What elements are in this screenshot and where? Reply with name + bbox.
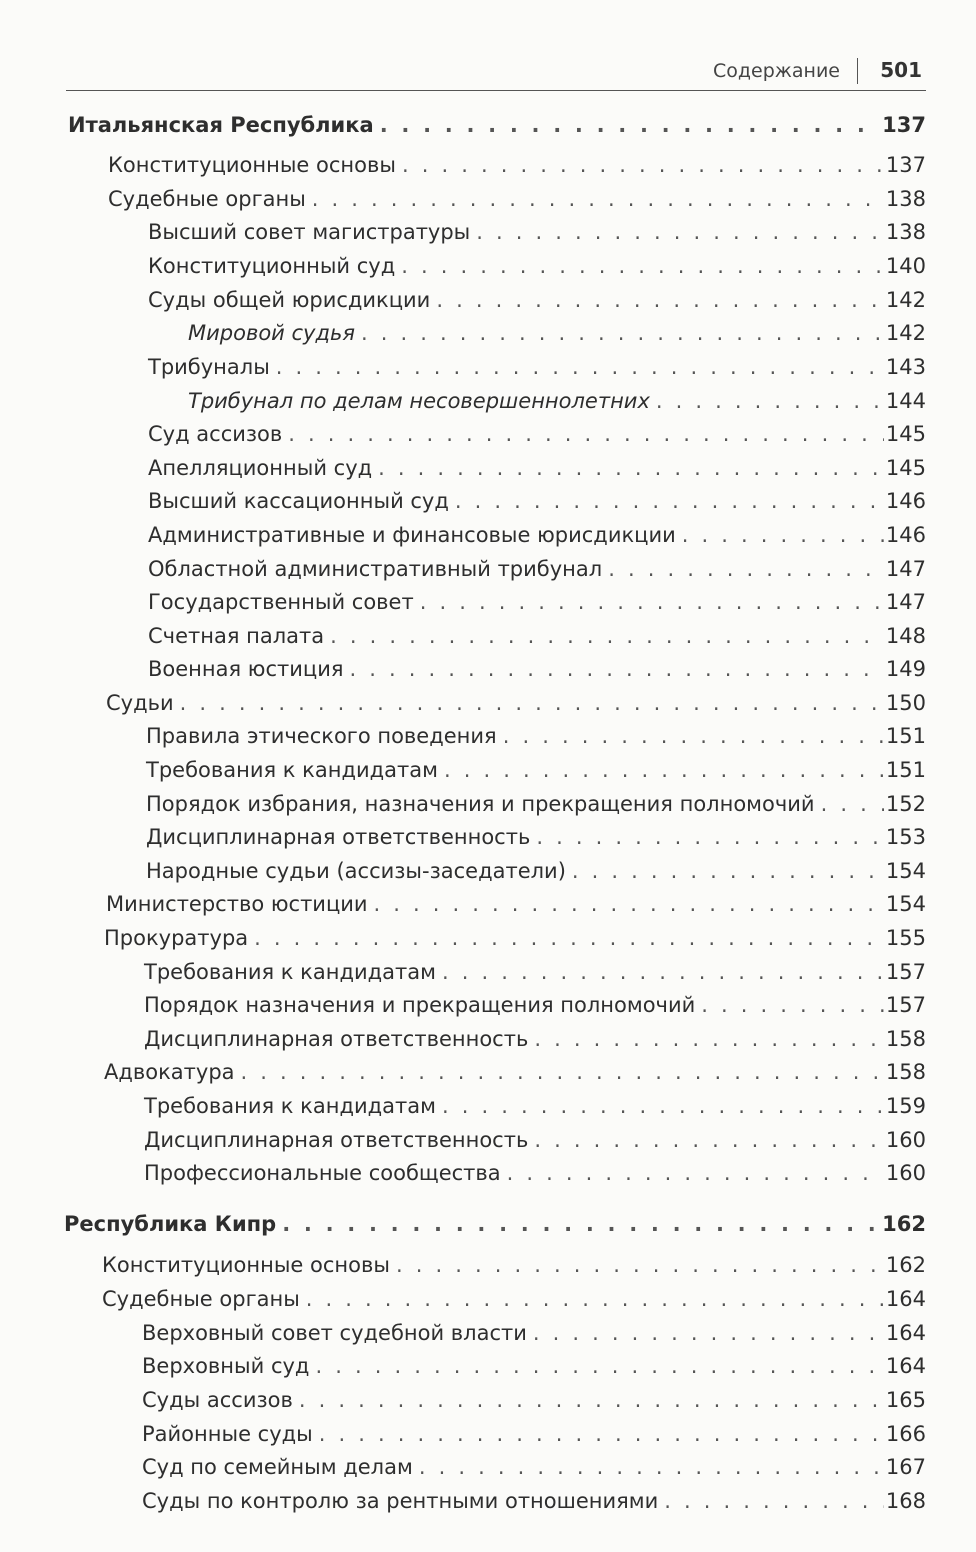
toc-entry-title: Итальянская Республика xyxy=(68,113,374,137)
toc-entry-page: 164 xyxy=(885,1354,926,1378)
leader-dots xyxy=(608,554,884,584)
toc-entry-title: Судьи xyxy=(106,691,174,715)
leader-dots xyxy=(420,587,884,617)
leader-dots xyxy=(402,150,884,180)
toc-entry-title: Республика Кипр xyxy=(64,1212,277,1236)
leader-dots xyxy=(282,1209,880,1239)
leader-dots xyxy=(664,1486,884,1516)
toc-entry xyxy=(102,1250,926,1280)
toc-entry xyxy=(144,1158,926,1188)
toc-entry xyxy=(188,318,926,348)
toc-entry-page: 155 xyxy=(885,926,926,950)
toc-entry xyxy=(108,184,926,214)
toc-entry-title: Трибунал по делам несовершеннолетних xyxy=(188,389,650,413)
toc-entry-title: Суд по семейным делам xyxy=(142,1455,413,1479)
toc-entry-title: Прокуратура xyxy=(104,926,249,950)
toc-entry-page: 147 xyxy=(885,557,926,581)
toc-entry-page: 147 xyxy=(885,590,926,614)
leader-dots xyxy=(396,1250,884,1280)
leader-dots xyxy=(444,755,884,785)
toc-entry xyxy=(142,1351,926,1381)
toc-entry-page: 164 xyxy=(885,1287,926,1311)
toc-entry xyxy=(142,1419,926,1449)
toc-entry xyxy=(146,755,926,785)
leader-dots xyxy=(299,1385,884,1415)
running-header xyxy=(66,56,926,91)
toc-entry-page: 157 xyxy=(885,960,926,984)
toc-entry-page: 160 xyxy=(885,1161,926,1185)
toc-entry-page: 143 xyxy=(885,355,926,379)
toc-entry-page: 158 xyxy=(885,1060,926,1084)
toc-entry-page: 145 xyxy=(885,422,926,446)
toc-entry-page: 154 xyxy=(885,859,926,883)
toc-entry-page: 168 xyxy=(885,1489,926,1513)
toc-entry-title: Суды ассизов xyxy=(142,1388,293,1412)
toc-entry-title: Требования к кандидатам xyxy=(146,758,438,782)
toc-entry xyxy=(146,822,926,852)
leader-dots xyxy=(701,990,884,1020)
leader-dots xyxy=(401,251,884,281)
toc-entry xyxy=(148,217,926,247)
toc-entry-page: 149 xyxy=(885,657,926,681)
toc-entry xyxy=(148,554,926,584)
toc-entry-page: 137 xyxy=(882,113,926,137)
leader-dots xyxy=(180,688,884,718)
toc-entry-title: Требования к кандидатам xyxy=(144,960,436,984)
toc-entry-page: 138 xyxy=(885,220,926,244)
toc-entry-title: Требования к кандидатам xyxy=(144,1094,436,1118)
leader-dots xyxy=(288,419,884,449)
leader-dots xyxy=(319,1419,884,1449)
toc-entry xyxy=(148,251,926,281)
leader-dots xyxy=(378,453,884,483)
toc-entry-title: Военная юстиция xyxy=(148,657,344,681)
leader-dots xyxy=(330,621,884,651)
toc-entry xyxy=(148,419,926,449)
toc-entry xyxy=(148,285,926,315)
toc-entry-page: 166 xyxy=(885,1422,926,1446)
toc-entry-page: 152 xyxy=(885,792,926,816)
toc-entry-page: 158 xyxy=(885,1027,926,1051)
leader-dots xyxy=(306,1284,884,1314)
leader-dots xyxy=(442,957,884,987)
running-header-title: Содержание xyxy=(713,60,840,82)
toc-entry xyxy=(108,150,926,180)
leader-dots xyxy=(241,1057,884,1087)
toc-entry-page: 162 xyxy=(885,1253,926,1277)
toc-entry-title: Высший совет магистратуры xyxy=(148,220,471,244)
toc-entry-title: Трибуналы xyxy=(148,355,270,379)
toc-entry-chapter xyxy=(64,1209,926,1239)
toc-entry-page: 146 xyxy=(885,523,926,547)
toc-entry-title: Порядок избрания, назначения и прекращения полномочий xyxy=(146,792,815,816)
leader-dots xyxy=(455,486,884,516)
toc-entry-title: Правила этического поведения xyxy=(146,724,497,748)
leader-dots xyxy=(534,1024,884,1054)
toc-entry xyxy=(148,654,926,684)
toc-entry-page: 138 xyxy=(885,187,926,211)
toc-entry-page: 164 xyxy=(885,1321,926,1345)
toc-entry-page: 142 xyxy=(885,288,926,312)
toc-entry-page: 162 xyxy=(882,1212,926,1236)
toc-entry-title: Судебные органы xyxy=(102,1287,300,1311)
toc-entry-page: 150 xyxy=(885,691,926,715)
toc-entry xyxy=(104,923,926,953)
toc-entry-title: Дисциплинарная ответственность xyxy=(146,825,531,849)
leader-dots xyxy=(682,520,884,550)
toc-entry-title: Областной административный трибунал xyxy=(148,557,603,581)
toc-entry xyxy=(144,1024,926,1054)
toc-entry xyxy=(142,1385,926,1415)
toc-entry-title: Административные и финансовые юрисдикции xyxy=(148,523,676,547)
toc-entry-title: Апелляционный суд xyxy=(148,456,373,480)
toc-entry-title: Дисциплинарная ответственность xyxy=(144,1027,529,1051)
toc-entry-title: Конституционный суд xyxy=(148,254,396,278)
toc-entry-title: Дисциплинарная ответственность xyxy=(144,1128,529,1152)
toc-entry xyxy=(188,386,926,416)
leader-dots xyxy=(254,923,884,953)
toc-entry-title: Суды общей юрисдикции xyxy=(148,288,431,312)
toc-entry-title: Профессиональные сообщества xyxy=(144,1161,501,1185)
toc-entry xyxy=(106,688,926,718)
toc-entry xyxy=(142,1486,926,1516)
toc-entry-title: Адвокатура xyxy=(104,1060,235,1084)
leader-dots xyxy=(350,654,884,684)
toc-entry-page: 160 xyxy=(885,1128,926,1152)
leader-dots xyxy=(656,386,884,416)
toc-entry-title: Судебные органы xyxy=(108,187,306,211)
leader-dots xyxy=(507,1158,884,1188)
leader-dots xyxy=(361,318,884,348)
leader-dots xyxy=(533,1318,884,1348)
toc-entry xyxy=(148,352,926,382)
leader-dots xyxy=(536,822,884,852)
leader-dots xyxy=(572,856,884,886)
toc-entry-title: Министерство юстиции xyxy=(106,892,368,916)
leader-dots xyxy=(821,789,884,819)
toc-entry xyxy=(102,1284,926,1314)
toc-entry xyxy=(148,520,926,550)
toc-entry xyxy=(146,789,926,819)
toc-entry-page: 154 xyxy=(885,892,926,916)
toc-entry xyxy=(104,1057,926,1087)
leader-dots xyxy=(276,352,884,382)
leader-dots xyxy=(419,1452,884,1482)
toc-entry-page: 146 xyxy=(885,489,926,513)
toc-entry xyxy=(148,486,926,516)
toc-entry-title: Мировой судья xyxy=(188,321,355,345)
toc-entry-page: 151 xyxy=(885,724,926,748)
leader-dots xyxy=(315,1351,883,1381)
toc-entry xyxy=(144,1091,926,1121)
leader-dots xyxy=(312,184,884,214)
toc-entry xyxy=(146,856,926,886)
header-divider xyxy=(857,58,859,84)
toc-entry-title: Народные судьи (ассизы-заседатели) xyxy=(146,859,566,883)
toc-entry-title: Счетная палата xyxy=(148,624,325,648)
toc-entry xyxy=(144,1125,926,1155)
toc-entry-page: 137 xyxy=(885,153,926,177)
toc-entry-page: 151 xyxy=(885,758,926,782)
toc-entry-page: 140 xyxy=(885,254,926,278)
leader-dots xyxy=(374,889,884,919)
leader-dots xyxy=(442,1091,884,1121)
toc-entry xyxy=(142,1318,926,1348)
toc-entry xyxy=(142,1452,926,1482)
page-number: 501 xyxy=(880,58,922,82)
toc-entry-page: 142 xyxy=(885,321,926,345)
toc-entry-title: Конституционные основы xyxy=(102,1253,390,1277)
leader-dots xyxy=(503,721,884,751)
toc-entry xyxy=(106,889,926,919)
toc-entry-title: Конституционные основы xyxy=(108,153,396,177)
toc-entry-page: 159 xyxy=(885,1094,926,1118)
toc-entry xyxy=(144,957,926,987)
leader-dots xyxy=(534,1125,884,1155)
leader-dots xyxy=(436,285,884,315)
toc-entry-title: Верховный суд xyxy=(142,1354,310,1378)
toc-entry-page: 167 xyxy=(885,1455,926,1479)
toc-entry-title: Суды по контролю за рентными отношениями xyxy=(142,1489,659,1513)
toc-entry xyxy=(148,587,926,617)
toc-entry-page: 144 xyxy=(885,389,926,413)
toc-entry-chapter xyxy=(68,110,926,140)
toc-entry-title: Районные суды xyxy=(142,1422,313,1446)
leader-dots xyxy=(476,217,884,247)
toc-entry-title: Суд ассизов xyxy=(148,422,283,446)
toc-entry-page: 165 xyxy=(885,1388,926,1412)
toc-entry-title: Высший кассационный суд xyxy=(148,489,449,513)
leader-dots xyxy=(380,110,880,140)
toc-entry-page: 157 xyxy=(885,993,926,1017)
toc-entry xyxy=(148,621,926,651)
toc-entry-page: 148 xyxy=(885,624,926,648)
toc-entry-page: 153 xyxy=(885,825,926,849)
toc-entry-page: 145 xyxy=(885,456,926,480)
toc-entry-title: Верховный совет судебной власти xyxy=(142,1321,527,1345)
toc-entry xyxy=(148,453,926,483)
toc-entry xyxy=(146,721,926,751)
toc-entry-title: Порядок назначения и прекращения полномочий xyxy=(144,993,696,1017)
toc-entry xyxy=(144,990,926,1020)
toc-entry-title: Государственный совет xyxy=(148,590,414,614)
